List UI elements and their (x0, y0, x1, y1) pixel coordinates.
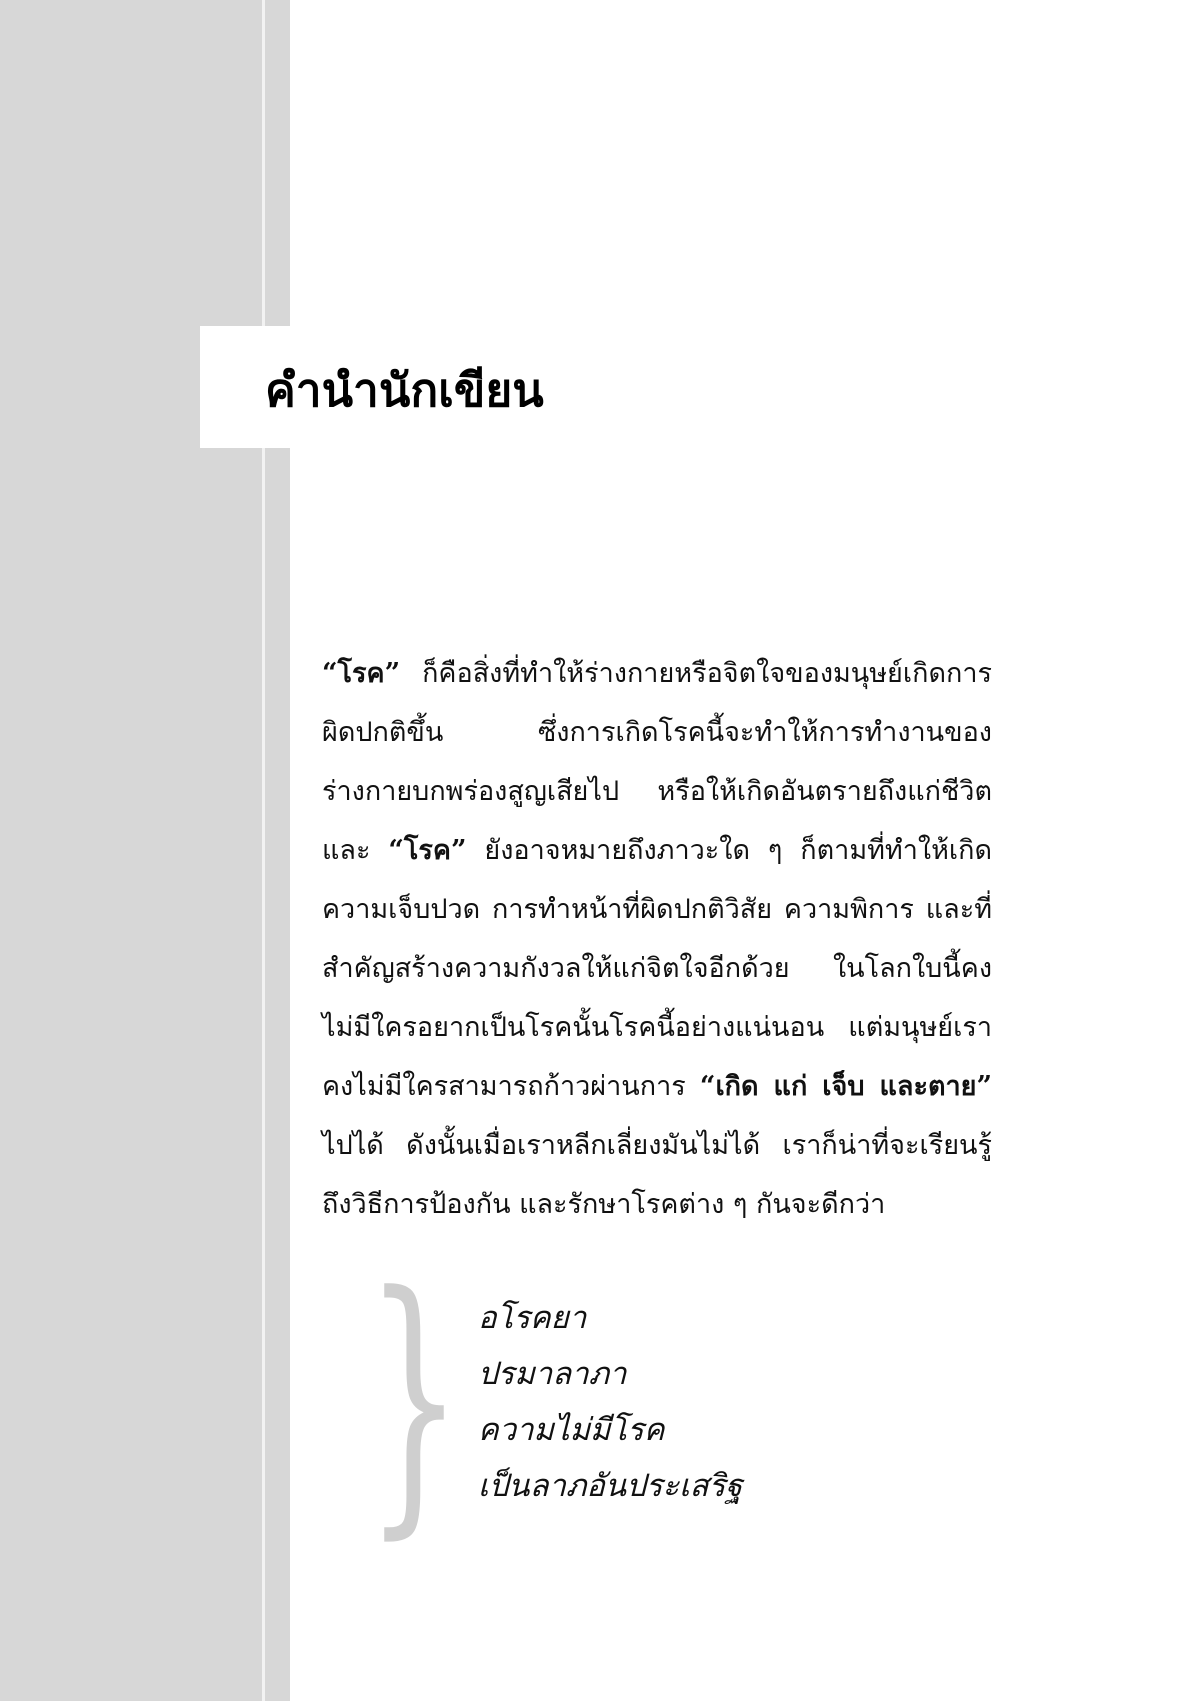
verse-line: เป็นลาภอันประเสริฐ (478, 1468, 743, 1504)
verse-line: ความไม่มีโรค (478, 1412, 665, 1448)
paragraph-text: ยังอาจหมายถึงภาวะใด ๆ ก็ตามที่ทำให้เกิดความเจ็บปวด การทำหน้าที่ผิดปกติวิสัย ความพิการ และที่สำคัญสร้างความกังวลให้แก่จิตใจอีกด้วย ในโลกใบนี้คงไม่มีใครอยากเป็นโรคนั้นโรคนี้อย่างแน่นอน แต่มนุษย์เราคงไม่มีใครสามารถก้าวผ่านการ (322, 835, 992, 1102)
paragraph-bold-term: “โรค” (322, 658, 401, 689)
paragraph-text: ก็คือสิ่งที่ทำให้ร่างกายหรือจิตใจของมนุษย์เกิดการผิดปกติขึ้น ซึ่งการเกิดโรคนี้จะทำให้การทำงานของร่างกายบกพร่องสูญเสียไป หรือให้เกิดอันตรายถึงแก่ชีวิต และ (322, 658, 992, 866)
paragraph-bold-term: “เกิด แก่ เจ็บ และตาย” (699, 1071, 992, 1102)
verse-line: อโรคยา (478, 1300, 587, 1336)
paragraph-bold-term: “โรค” (388, 835, 467, 866)
band-divider-line (262, 0, 265, 1701)
intro-paragraph (322, 644, 992, 1234)
page-title: คำนำนักเขียน (265, 363, 544, 417)
decorative-brace: } (365, 1237, 463, 1563)
left-gray-band (0, 0, 290, 1701)
paragraph-text: ไปได้ ดังนั้นเมื่อเราหลีกเลี่ยงมันไม่ได้ เราก็น่าที่จะเรียนรู้ถึงวิธีการป้องกัน และรักษาโรคต่าง ๆ กันจะดีกว่า (322, 1130, 992, 1220)
verse-quote (478, 1290, 742, 1514)
verse-line: ปรมาลาภา (478, 1356, 627, 1392)
